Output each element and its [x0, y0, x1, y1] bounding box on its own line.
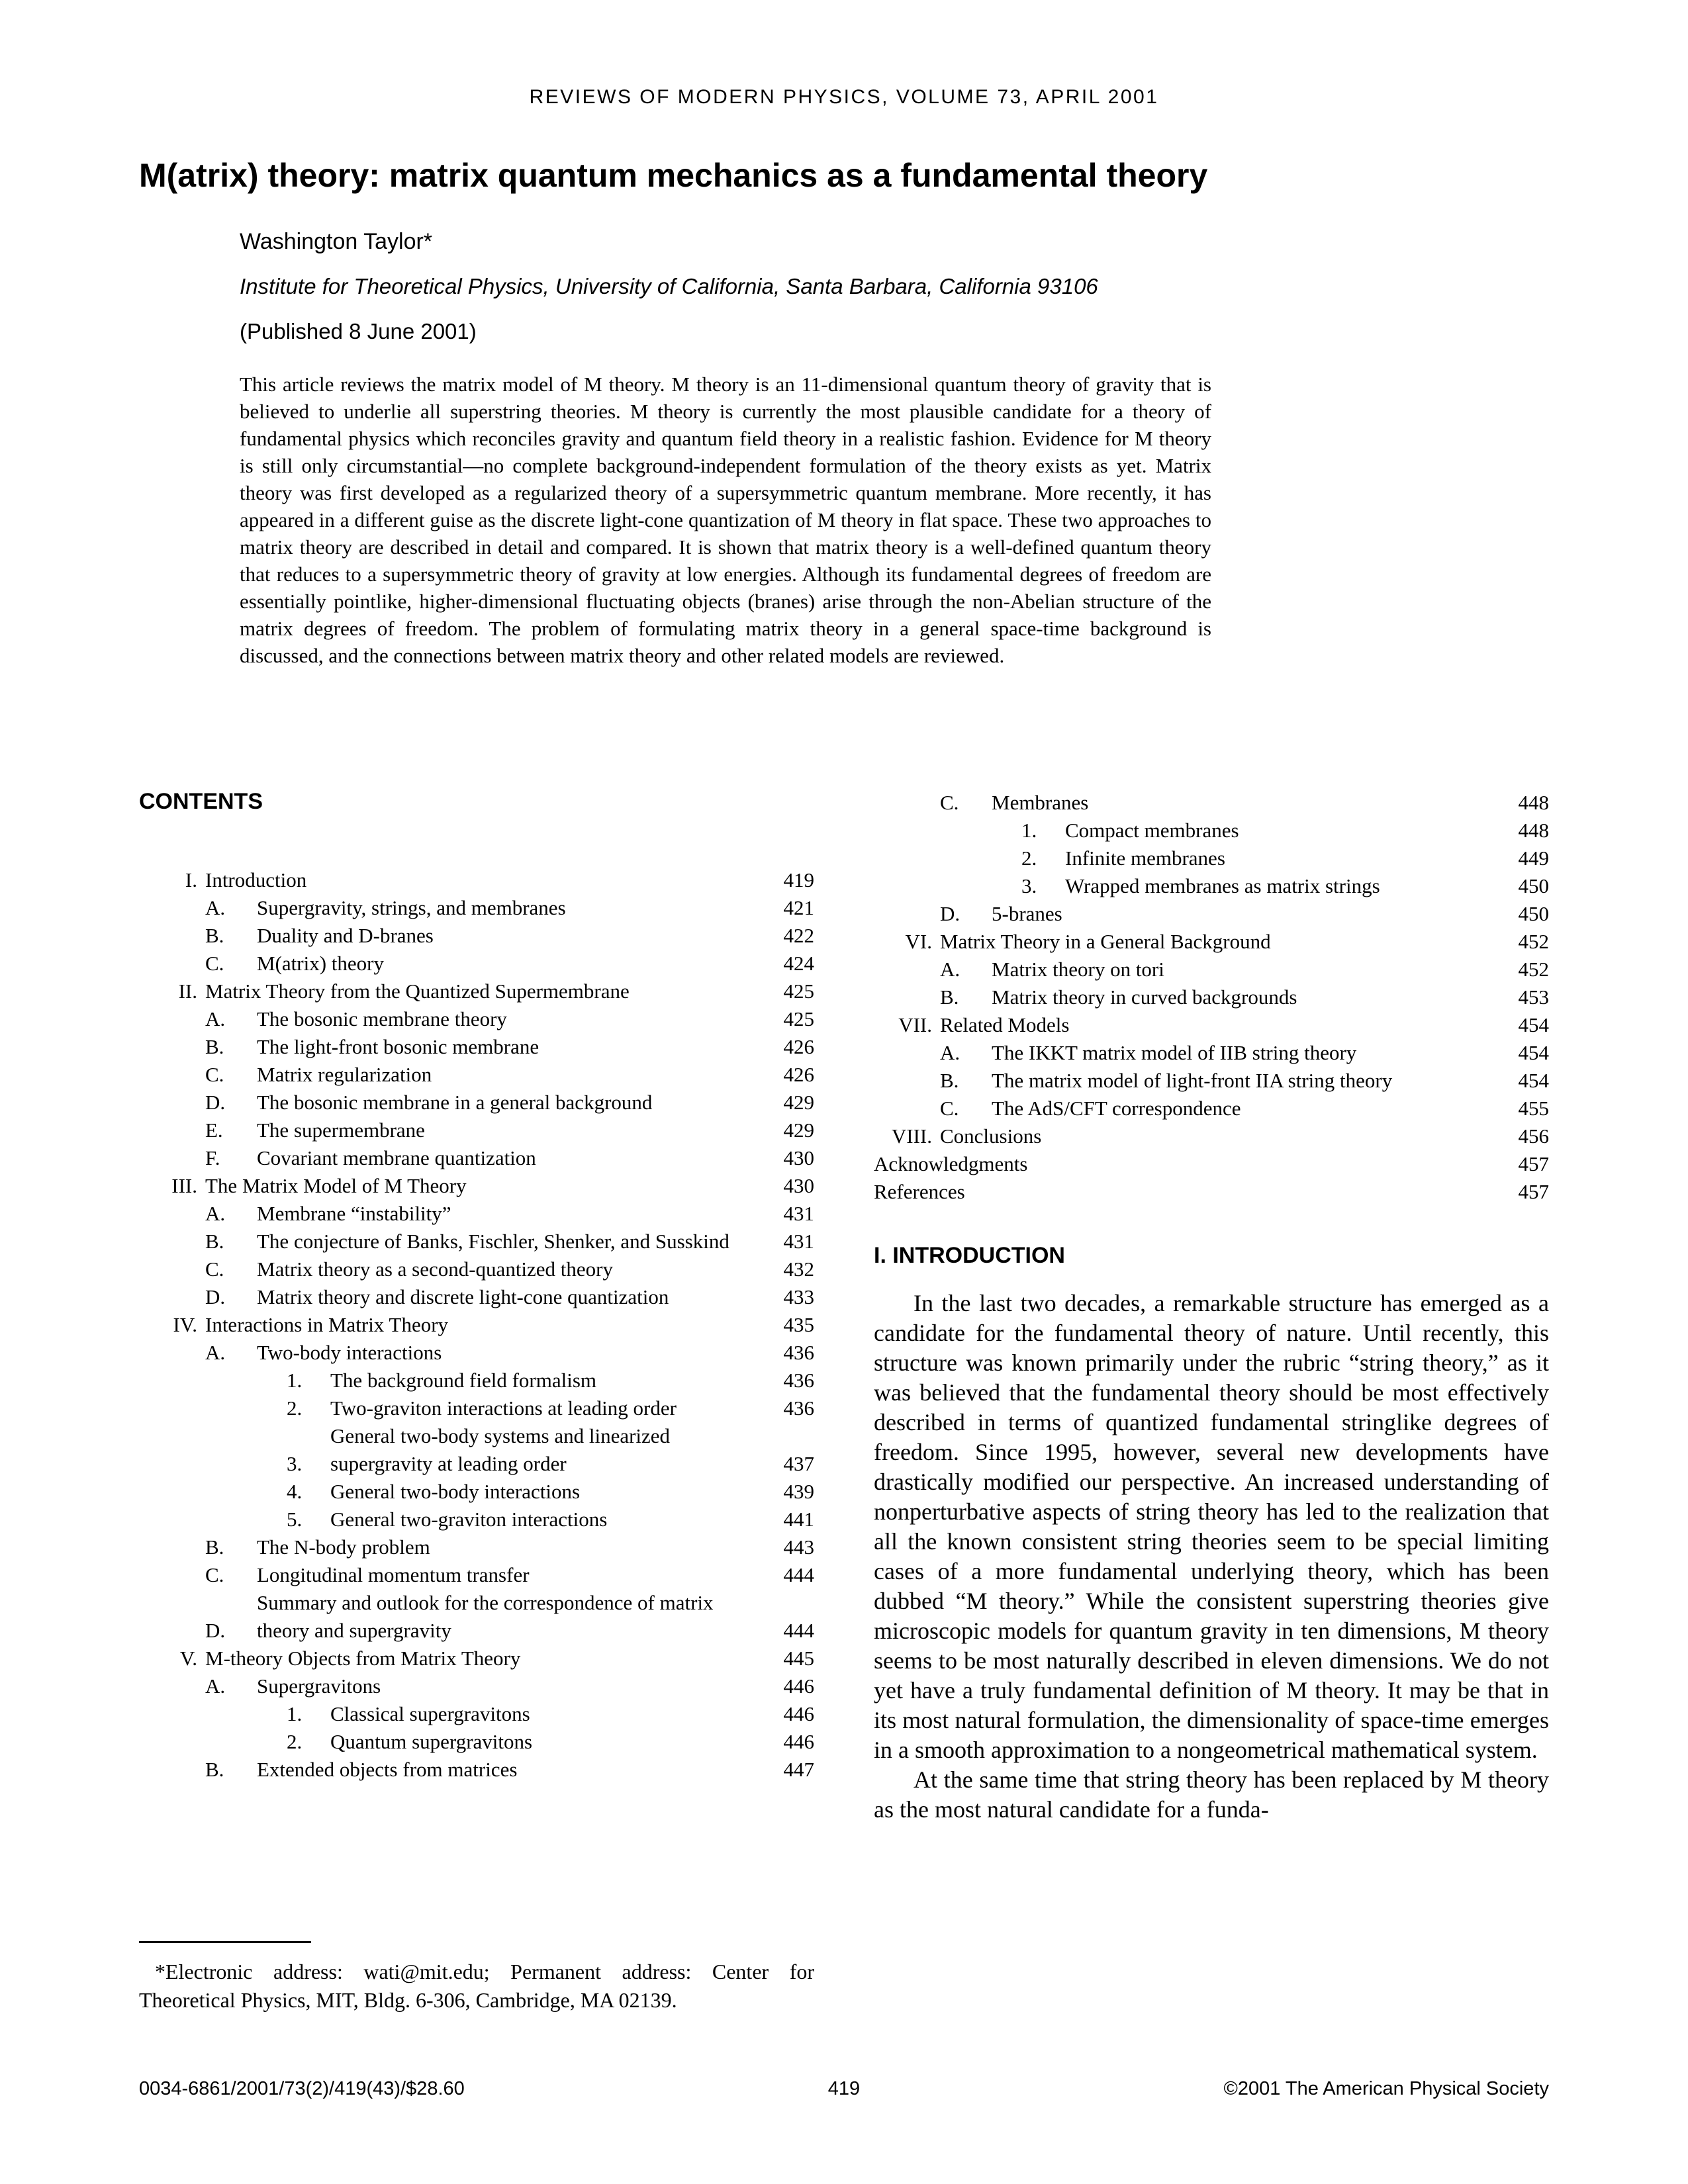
toc-entry-title: Summary and outlook for the correspondence of matrix theory and supergravity: [257, 1591, 714, 1642]
copyright-notice: ©2001 The American Physical Society: [1223, 2078, 1549, 2099]
toc-entry-page: 454: [1518, 1041, 1549, 1064]
toc-entry: [139, 922, 814, 950]
toc-entry: [139, 1367, 814, 1394]
toc-entry-title: Covariant membrane quantization: [257, 1146, 536, 1169]
author-affiliation: Institute for Theoretical Physics, University of California, Santa Barbara, California 93106: [240, 274, 1098, 298]
toc-entry-page: 457: [1518, 1180, 1549, 1203]
toc-entry-title: General two-body systems and linearized supergravity at leading order: [330, 1424, 671, 1475]
toc-entry-page: 445: [783, 1647, 814, 1670]
toc-entry: [139, 1645, 814, 1672]
toc-entry-title: The bosonic membrane in a general background: [257, 1091, 653, 1114]
article-title: M(atrix) theory: matrix quantum mechanics as a fundamental theory: [139, 157, 1208, 194]
footnote-block: [139, 1941, 814, 2015]
toc-entry-page: 437: [783, 1452, 814, 1475]
toc-entry-numeral: IV.: [173, 1313, 197, 1336]
toc-entry-page: 432: [783, 1257, 814, 1281]
toc-entry-page: 431: [783, 1230, 814, 1253]
toc-entry-numeral: II.: [178, 979, 197, 1003]
toc-entry-title: The supermembrane: [257, 1118, 425, 1142]
toc-entry-numeral: B.: [205, 924, 224, 947]
toc-entry-page: 444: [783, 1563, 814, 1586]
toc-entry-page: 429: [783, 1118, 814, 1142]
toc-entry-numeral: C.: [940, 791, 959, 814]
toc-entry-page: 455: [1518, 1097, 1549, 1120]
toc-entry-page: 430: [783, 1174, 814, 1197]
two-column-body: [139, 789, 1549, 2015]
toc-entry: [139, 1700, 814, 1728]
toc-entry: [139, 1255, 814, 1283]
toc-entry-numeral: F.: [205, 1146, 220, 1169]
toc-entry: [139, 1533, 814, 1561]
toc-entry-title: M(atrix) theory: [257, 952, 384, 975]
toc-entry: [139, 1339, 814, 1367]
toc-entry-page: 425: [783, 1007, 814, 1030]
toc-entry-page: 450: [1518, 874, 1549, 897]
footer-issn-code: 0034-6861/2001/73(2)/419(43)/$28.60: [139, 2078, 465, 2099]
toc-entry-page: 429: [783, 1091, 814, 1114]
toc-entry-title: General two-graviton interactions: [330, 1508, 608, 1531]
toc-entry: [874, 872, 1549, 900]
toc-entry-numeral: D.: [205, 1091, 226, 1114]
author-name: Washington Taylor*: [240, 229, 433, 254]
toc-entry-title: Introduction: [205, 868, 307, 891]
toc-entry-page: 450: [1518, 902, 1549, 925]
toc-entry-title: Acknowledgments: [874, 1152, 1028, 1175]
toc-entry-title: Membranes: [992, 791, 1089, 814]
toc-entry-numeral: C.: [205, 1063, 224, 1086]
toc-entry-title: The matrix model of light-front IIA string theory: [992, 1069, 1393, 1092]
toc-entry-title: Classical supergravitons: [330, 1702, 530, 1725]
page-footer: [139, 2078, 1549, 2100]
toc-entry-title: M-theory Objects from Matrix Theory: [205, 1647, 521, 1670]
toc-entry-page: 426: [783, 1063, 814, 1086]
intro-paragraph: At the same time that string theory has been replaced by M theory as the most natural candidate for a funda-: [874, 1766, 1549, 1823]
toc-entry-page: 436: [783, 1369, 814, 1392]
toc-entry-numeral: A.: [205, 1202, 226, 1225]
toc-entry-numeral: 2.: [287, 1730, 303, 1753]
footnote-text: *Electronic address: wati@mit.edu; Permanent address: Center for Theoretical Physics, MIT, Bldg. 6-306, Cambridge, MA 02139.: [139, 1960, 814, 2012]
toc-entry-title: Two-graviton interactions at leading order: [330, 1396, 677, 1420]
toc-entry-page: 433: [783, 1285, 814, 1308]
toc-entry-title: The IKKT matrix model of IIB string theory: [992, 1041, 1357, 1064]
toc-entry-title: Matrix regularization: [257, 1063, 432, 1086]
toc-entry-numeral: VII.: [898, 1013, 932, 1036]
toc-entry-page: 421: [783, 896, 814, 919]
toc-entry-page: 452: [1518, 958, 1549, 981]
section-heading-introduction: I. INTRODUCTION: [874, 1243, 1065, 1268]
published-date: (Published 8 June 2001): [240, 319, 477, 343]
toc-entry-title: The background field formalism: [330, 1369, 597, 1392]
toc-entry-page: 449: [1518, 846, 1549, 870]
toc-entry-page: 446: [783, 1702, 814, 1725]
toc-entry-title: The bosonic membrane theory: [257, 1007, 507, 1030]
toc-entry: [874, 817, 1549, 844]
toc-entry: [874, 1178, 1549, 1206]
toc-entry-page: 454: [1518, 1069, 1549, 1092]
toc-entry: [874, 956, 1549, 983]
toc-entry-page: 425: [783, 979, 814, 1003]
toc-entry-title: Quantum supergravitons: [330, 1730, 533, 1753]
toc-entry: [139, 1005, 814, 1033]
toc-entry: [874, 789, 1549, 817]
toc-entry-title: Supergravitons: [257, 1674, 381, 1698]
toc-entry: [139, 1061, 814, 1089]
toc-entry: [139, 1478, 814, 1506]
toc-entry-page: 444: [783, 1619, 814, 1642]
contents-heading: CONTENTS: [139, 789, 263, 814]
toc-entry: [139, 1200, 814, 1228]
toc-entry: [139, 1728, 814, 1756]
toc-entry-title: Matrix Theory in a General Background: [940, 930, 1271, 953]
toc-entry-numeral: 3.: [1021, 874, 1037, 897]
toc-entry-numeral: B.: [205, 1035, 224, 1058]
toc-entry: [139, 1033, 814, 1061]
toc-entry: [874, 928, 1549, 956]
toc-entry-page: 447: [783, 1758, 814, 1781]
toc-entry-numeral: 1.: [287, 1702, 303, 1725]
toc-entry-numeral: C.: [205, 1257, 224, 1281]
toc-entry-title: Matrix theory as a second-quantized theory: [257, 1257, 614, 1281]
toc-entry: [874, 983, 1549, 1011]
toc-entry-title: Infinite membranes: [1065, 846, 1225, 870]
toc-entry-title: The light-front bosonic membrane: [257, 1035, 539, 1058]
toc-entry-title: Wrapped membranes as matrix strings: [1065, 874, 1380, 897]
toc-entry-numeral: VI.: [905, 930, 932, 953]
toc-entry-page: 453: [1518, 985, 1549, 1009]
toc-entry-numeral: 2.: [287, 1396, 303, 1420]
toc-entry: [874, 1011, 1549, 1039]
toc-entry-numeral: I.: [185, 868, 197, 891]
toc-entry-title: Longitudinal momentum transfer: [257, 1563, 530, 1586]
toc-entry-page: 448: [1518, 791, 1549, 814]
toc-entry-title: Related Models: [940, 1013, 1070, 1036]
toc-entry: [874, 1150, 1549, 1178]
introduction-paragraphs: [874, 1289, 1549, 1825]
toc-entry-numeral: 3.: [287, 1452, 303, 1475]
toc-entry-title: The conjecture of Banks, Fischler, Shenker, and Susskind: [257, 1230, 729, 1253]
toc-entry: [139, 1283, 814, 1311]
toc-entry: [139, 894, 814, 922]
toc-entry-title: Duality and D-branes: [257, 924, 434, 947]
page-number: 419: [827, 2078, 861, 2099]
toc-entry: [874, 900, 1549, 928]
toc-entry: [874, 1039, 1549, 1067]
toc-entry-title: The N-body problem: [257, 1535, 430, 1559]
left-column: [139, 789, 814, 2015]
toc-entry-numeral: D.: [205, 1619, 226, 1642]
toc-entry-title: The Matrix Model of M Theory: [205, 1174, 467, 1197]
toc-entry-numeral: D.: [205, 1285, 226, 1308]
toc-entry-page: 456: [1518, 1124, 1549, 1148]
toc-entry-title: Matrix theory in curved backgrounds: [992, 985, 1297, 1009]
toc-entry-title: The AdS/CFT correspondence: [992, 1097, 1241, 1120]
toc-entry-page: 448: [1518, 819, 1549, 842]
toc-entry-numeral: A.: [940, 958, 961, 981]
toc-entry: [139, 950, 814, 978]
footnote-rule: [139, 1941, 311, 1943]
toc-entry-numeral: III.: [171, 1174, 197, 1197]
toc-entry: [139, 1144, 814, 1172]
toc-left: [139, 866, 814, 1784]
toc-entry: [139, 1228, 814, 1255]
toc-entry-page: 426: [783, 1035, 814, 1058]
toc-entry-numeral: D.: [940, 902, 961, 925]
toc-entry-page: 454: [1518, 1013, 1549, 1036]
toc-entry-title: Conclusions: [940, 1124, 1042, 1148]
toc-entry: [139, 1561, 814, 1589]
toc-entry-numeral: B.: [205, 1758, 224, 1781]
toc-entry-title: Compact membranes: [1065, 819, 1239, 842]
toc-entry-numeral: 1.: [1021, 819, 1037, 842]
toc-entry-page: 436: [783, 1396, 814, 1420]
toc-entry-numeral: A.: [205, 1341, 226, 1364]
toc-entry: [139, 1089, 814, 1116]
toc-entry-title: Extended objects from matrices: [257, 1758, 518, 1781]
toc-entry: [139, 866, 814, 894]
toc-entry-numeral: C.: [205, 1563, 224, 1586]
toc-entry-numeral: E.: [205, 1118, 223, 1142]
journal-header: REVIEWS OF MODERN PHYSICS, VOLUME 73, APRIL 2001: [529, 86, 1159, 108]
toc-entry-numeral: A.: [940, 1041, 961, 1064]
toc-entry-numeral: A.: [205, 1674, 226, 1698]
toc-entry-numeral: B.: [205, 1230, 224, 1253]
toc-entry-title: Interactions in Matrix Theory: [205, 1313, 449, 1336]
toc-entry-title: Supergravity, strings, and membranes: [257, 896, 566, 919]
toc-entry: [874, 1067, 1549, 1095]
toc-entry-numeral: 2.: [1021, 846, 1037, 870]
toc-entry-page: 422: [783, 924, 814, 947]
toc-entry: [874, 1122, 1549, 1150]
toc-entry-title: Matrix theory and discrete light-cone quantization: [257, 1285, 669, 1308]
toc-entry-page: 441: [783, 1508, 814, 1531]
toc-entry-numeral: A.: [205, 1007, 226, 1030]
toc-entry-page: 424: [783, 952, 814, 975]
toc-entry-title: Two-body interactions: [257, 1341, 442, 1364]
toc-entry-page: 439: [783, 1480, 814, 1503]
toc-entry: [139, 1422, 814, 1478]
toc-entry-numeral: 5.: [287, 1508, 303, 1531]
toc-entry-page: 436: [783, 1341, 814, 1364]
toc-entry-page: 430: [783, 1146, 814, 1169]
toc-entry: [139, 1756, 814, 1784]
toc-entry-page: 419: [783, 868, 814, 891]
toc-entry-page: 446: [783, 1730, 814, 1753]
toc-entry-title: 5-branes: [992, 902, 1062, 925]
toc-right: [874, 789, 1549, 1206]
toc-entry-numeral: V.: [179, 1647, 197, 1670]
intro-paragraph: In the last two decades, a remarkable structure has emerged as a candidate for the fundamental theory of nature. Until recently, this structure was known primarily under the rubric “string theory,” as it was believed that the fundamental theory should be most effectively described in terms of quantized fundamental stringlike degrees of freedom. Since 1995, however, several new developments have drastically modified our perspective. An increased understanding of nonperturbative aspects of string theory has led to the realization that all the known consistent string theories seem to be special limiting cases of a more fundamental underlying theory, which has been dubbed “M theory.” While the consistent superstring theories give microscopic models for quantum gravity in ten dimensions, M theory seems to be most naturally described in eleven dimensions. We do not yet have a truly fundamental definition of M theory. It may be that in its most natural formulation, the dimensionality of space-time emerges in a smooth approximation to a nongeometrical mathematical system.: [874, 1290, 1549, 1763]
toc-entry-numeral: VIII.: [891, 1124, 932, 1148]
toc-entry-numeral: B.: [940, 1069, 959, 1092]
toc-entry-page: 443: [783, 1535, 814, 1559]
toc-entry: [139, 1172, 814, 1200]
toc-entry: [139, 1589, 814, 1645]
toc-entry-numeral: C.: [205, 952, 224, 975]
toc-entry: [139, 978, 814, 1005]
toc-entry-page: 435: [783, 1313, 814, 1336]
toc-entry: [139, 1506, 814, 1533]
toc-entry-numeral: 1.: [287, 1369, 303, 1392]
toc-entry: [874, 844, 1549, 872]
toc-entry-title: Matrix theory on tori: [992, 958, 1164, 981]
toc-entry-numeral: B.: [205, 1535, 224, 1559]
toc-entry-title: Membrane “instability”: [257, 1202, 451, 1225]
toc-entry-title: General two-body interactions: [330, 1480, 581, 1503]
toc-entry-page: 446: [783, 1674, 814, 1698]
toc-entry-title: Matrix Theory from the Quantized Supermembrane: [205, 979, 630, 1003]
right-column: [874, 789, 1549, 2015]
toc-entry: [874, 1095, 1549, 1122]
toc-entry-page: 431: [783, 1202, 814, 1225]
toc-entry: [139, 1394, 814, 1422]
abstract: This article reviews the matrix model of M theory. M theory is an 11-dimensional quantum theory of gravity that is believed to underlie all superstring theories. M theory is currently the most plausible candidate for a theory of fundamental physics which reconciles gravity and quantum field theory in a realistic fashion. Evidence for M theory is still only circumstantial—no complete background-independent formulation of the theory exists as yet. Matrix theory was first developed as a regularized theory of a supersymmetric quantum membrane. More recently, it has appeared in a different guise as the discrete light-cone quantization of M theory in flat space. These two approaches to matrix theory are described in detail and compared. It is shown that matrix theory is a well-defined quantum theory that reduces to a supersymmetric theory of gravity at low energies. Although its fundamental degrees of freedom are essentially pointlike, higher-dimensional fluctuating objects (branes) arise through the non-Abelian structure of the matrix degrees of freedom. The problem of formulating matrix theory in a general space-time background is discussed, and the connections between matrix theory and other related models are reviewed.: [240, 373, 1211, 667]
toc-entry: [139, 1672, 814, 1700]
toc-entry-numeral: A.: [205, 896, 226, 919]
toc-entry-title: References: [874, 1180, 965, 1203]
toc-entry-page: 457: [1518, 1152, 1549, 1175]
toc-entry-numeral: B.: [940, 985, 959, 1009]
toc-entry: [139, 1116, 814, 1144]
toc-entry-numeral: 4.: [287, 1480, 303, 1503]
toc-entry-numeral: C.: [940, 1097, 959, 1120]
toc-entry-page: 452: [1518, 930, 1549, 953]
toc-entry: [139, 1311, 814, 1339]
